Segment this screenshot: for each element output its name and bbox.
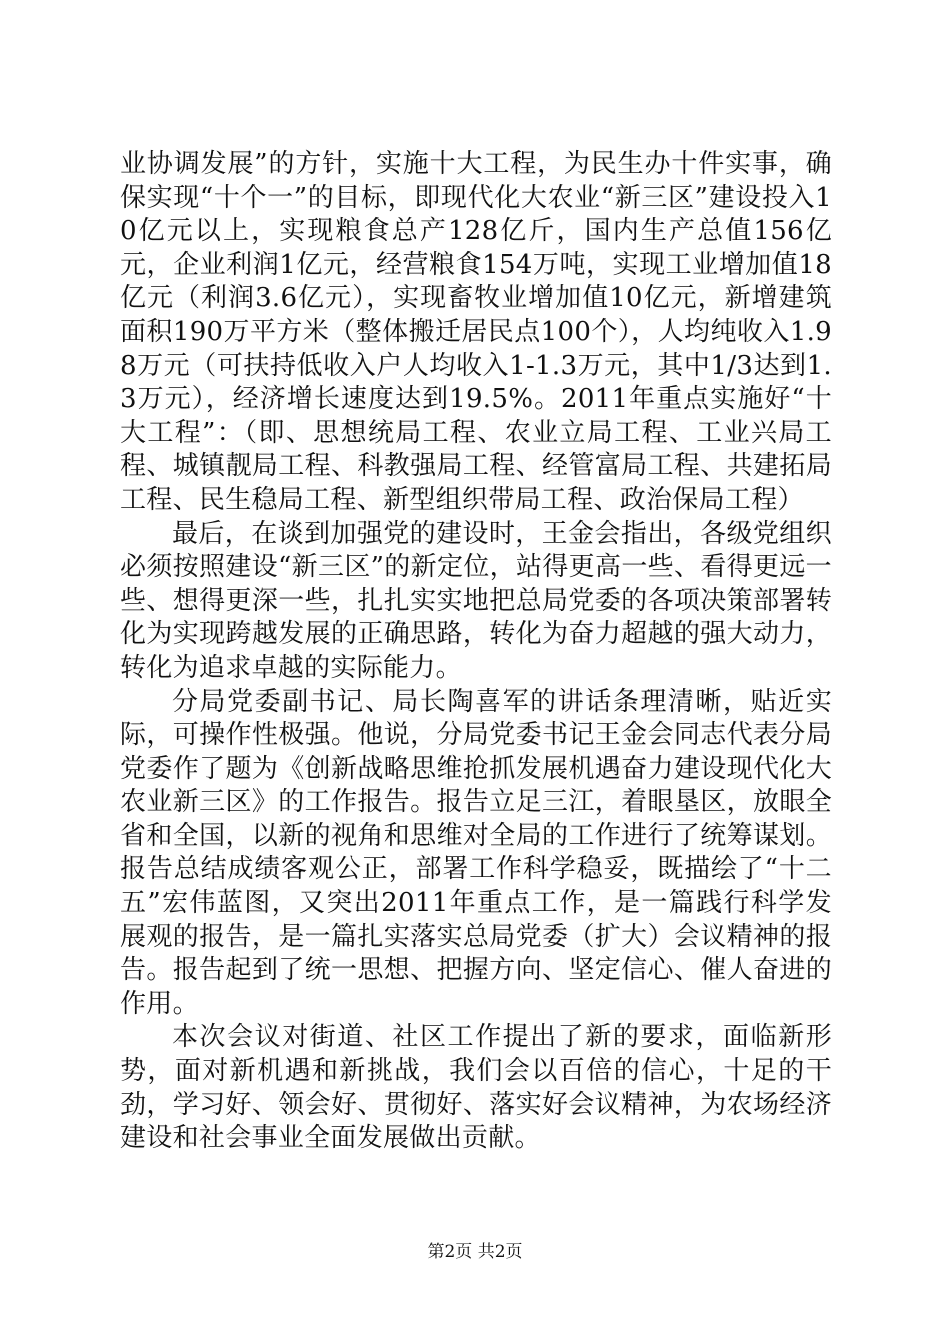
document-body (120, 148, 832, 1156)
paragraph-2: 最后，在谈到加强党的建设时，王金会指出，各级党组织必须按照建设“新三区”的新定位，站得更高一些、看得更远一些、想得更深一些，扎扎实实地把总局党委的各项决策部署转化为实现跨越发展的正确思路，转化为奋力超越的强大动力，转化为追求卓越的实际能力。 (120, 518, 832, 683)
paragraph-4: 本次会议对街道、社区工作提出了新的要求，面临新形势，面对新机遇和新挑战，我们会以百倍的信心，十足的干劲，学习好、领会好、贯彻好、落实好会议精神，为农场经济建设和社会事业全面发展做出贡献。 (120, 1022, 832, 1154)
paragraph-1: 业协调发展”的方针，实施十大工程，为民生办十件实事，确保实现“十个一”的目标，即现代化大农业“新三区”建设投入10亿元以上，实现粮食总产128亿斤，国内生产总值156亿元，企业利润1亿元，经营粮食154万吨，实现工业增加值18亿元（利润3.6亿元），实现畜牧业增加值10亿元，新增建筑面积190万平方米（整体搬迁居民点100个），人均纯收入1.98万元（可扶持低收入户人均收入1-1.3万元，其中1/3达到1.3万元），经济增长速度达到19.5%。2011年重点实施好“十大工程”：（即、思想统局工程、农业立局工程、工业兴局工程、城镇靓局工程、科教强局工程、经管富局工程、共建拓局工程、民生稳局工程、新型组织带局工程、政治保局工程） (120, 149, 832, 515)
page-number-label: 第2页 共2页 (427, 1242, 523, 1262)
page-footer (0, 1240, 950, 1264)
paragraph-3: 分局党委副书记、局长陶喜军的讲话条理清晰，贴近实际，可操作性极强。他说，分局党委书记王金会同志代表分局党委作了题为《创新战略思维抢抓发展机遇奋力建设现代化大农业新三区》的工作报告。报告立足三江，着眼垦区，放眼全省和全国，以新的视角和思维对全局的工作进行了统筹谋划。报告总结成绩客观公正，部署工作科学稳妥，既描绘了“十二五”宏伟蓝图，又突出2011年重点工作，是一篇践行科学发展观的报告，是一篇扎实落实总局党委（扩大）会议精神的报告。报告起到了统一思想、把握方向、坚定信心、催人奋进的作用。 (120, 686, 832, 1019)
